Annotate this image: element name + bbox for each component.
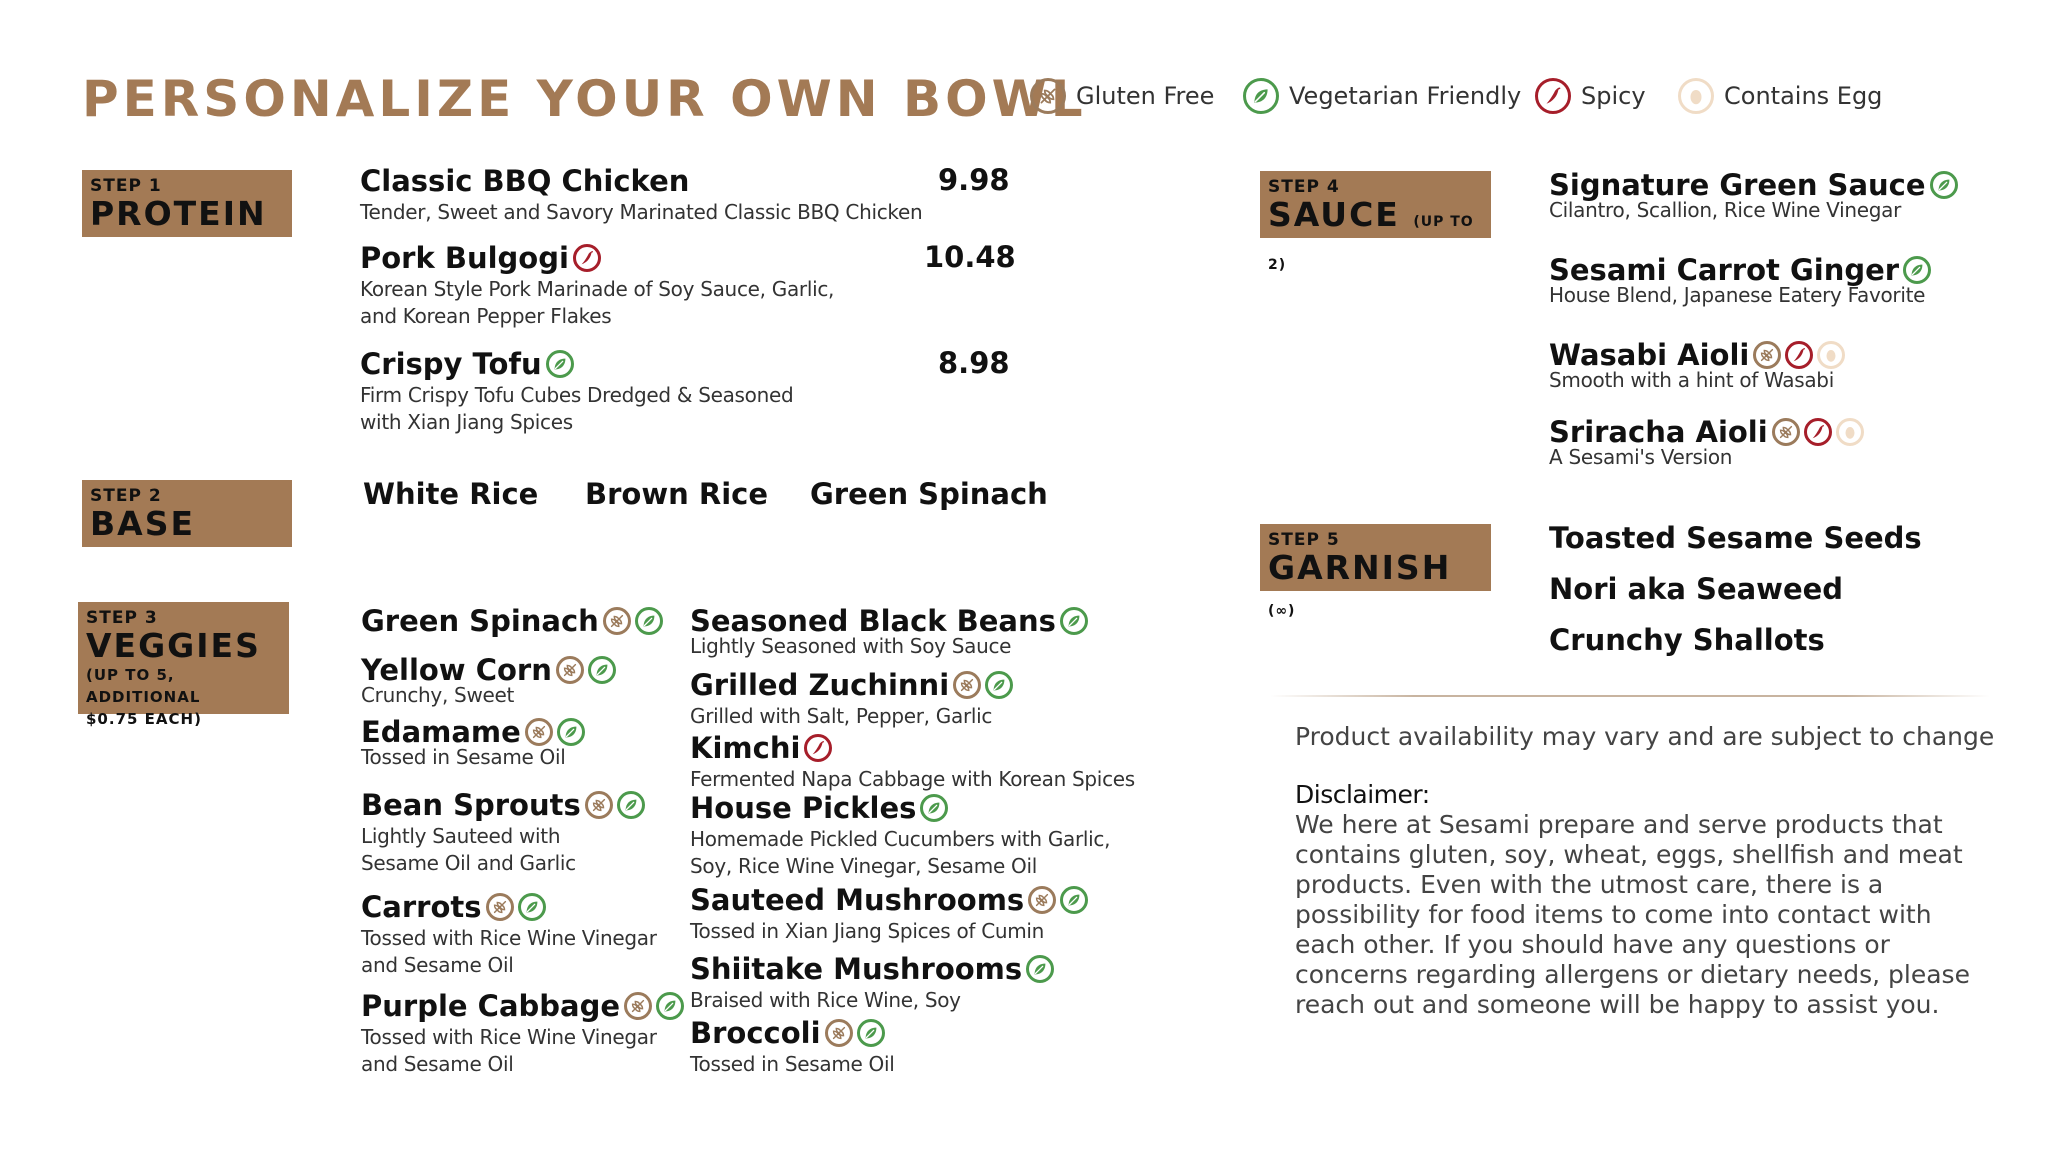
vegetarian-icon (656, 992, 684, 1020)
vegetarian-icon (635, 607, 663, 635)
sauce-item (1549, 167, 1958, 224)
step-title-text: GARNISH (1268, 548, 1452, 587)
garnish-item: Toasted Sesame Seeds (1549, 521, 1922, 555)
item-name-text: House Pickles (690, 791, 917, 825)
step-number: STEP 3 (86, 608, 158, 628)
item-description: House Blend, Japanese Eatery Favorite (1549, 283, 1926, 307)
item-description: Tossed in Sesame Oil (361, 745, 566, 769)
sauce-item (1549, 252, 1931, 309)
step-note: $0.75 EACH) (86, 710, 202, 728)
item-description: and Korean Pepper Flakes (360, 304, 612, 328)
spicy-icon (1804, 418, 1832, 446)
item-description: Tender, Sweet and Savory Marinated Classic BBQ Chicken (360, 200, 923, 224)
spicy-icon (573, 244, 601, 272)
gluten-free-icon (1028, 886, 1056, 914)
step-number: STEP 4 (1268, 177, 1340, 197)
vegetarian-icon (1060, 607, 1088, 635)
disclaimer-title: Disclaimer: (1295, 780, 1430, 809)
egg-icon (1836, 418, 1864, 446)
veggie-item (690, 603, 1088, 660)
item-description: Korean Style Pork Marinade of Soy Sauce, Garlic, (360, 277, 835, 301)
item-name-text: Edamame (361, 715, 521, 749)
vegetarian-icon (617, 791, 645, 819)
step-badge-veggies (78, 602, 289, 728)
page-title: PERSONALIZE YOUR OWN BOWL (82, 70, 1087, 128)
protein-item (360, 346, 793, 436)
item-name-text: Crispy Tofu (360, 347, 542, 381)
disclaimer-text: We here at Sesami prepare and serve products that contains gluten, soy, wheat, eggs, shellfish and meat products. Even with the utmost care, there is a possibility for food items to come into contact with each other. If you should have any questions or concerns regarding allergens or dietary needs, please reach out and someone will be happy to assist you. (1295, 810, 1970, 1019)
item-description: Lightly Sauteed with (361, 824, 561, 848)
gluten-free-icon (1753, 341, 1781, 369)
item-price: 9.98 (938, 163, 1010, 197)
item-name (690, 667, 1013, 703)
item-name (690, 730, 1135, 766)
step-title: VEGGIES (86, 626, 261, 665)
item-name-text: Shiitake Mushrooms (690, 952, 1023, 986)
item-price: 8.98 (938, 346, 1010, 380)
item-description: Tossed in Xian Jiang Spices of Cumin (690, 919, 1045, 943)
item-name-text: Purple Cabbage (361, 989, 621, 1023)
gluten-free-icon (486, 893, 514, 921)
vegetarian-icon (1060, 886, 1088, 914)
legend-label: Spicy (1581, 82, 1646, 110)
item-name-text: Broccoli (690, 1016, 821, 1050)
item-name (690, 951, 1054, 987)
item-description: Homemade Pickled Cucumbers with Garlic, (690, 827, 1111, 851)
egg-icon (1817, 341, 1845, 369)
item-description: Firm Crispy Tofu Cubes Dredged & Seasoned (360, 383, 794, 407)
step-title: BASE (90, 504, 196, 543)
gluten-free-icon (556, 656, 584, 684)
step-title-text: SAUCE (1268, 195, 1400, 234)
veggie-item (690, 951, 1054, 1014)
step-badge-garnish (1260, 524, 1491, 619)
veggie-item (361, 889, 657, 979)
spicy-icon (804, 734, 832, 762)
step-number: STEP 1 (90, 176, 162, 196)
item-name-text: Seasoned Black Beans (690, 604, 1056, 638)
gluten-free-icon (953, 671, 981, 699)
egg-icon (1678, 78, 1714, 114)
item-description: Tossed with Rice Wine Vinegar (361, 926, 657, 950)
item-name-text: Grilled Zuchinni (690, 668, 950, 702)
item-name-text: Carrots (361, 890, 482, 924)
garnish-item: Nori aka Seaweed (1549, 572, 1844, 606)
legend-vegetarian (1243, 78, 1521, 114)
base-option: Green Spinach (810, 477, 1048, 511)
item-name-text: Wasabi Aioli (1549, 338, 1750, 372)
spicy-icon (1785, 341, 1813, 369)
gluten-free-icon (603, 607, 631, 635)
veggie-item (690, 1015, 895, 1078)
vegetarian-icon (857, 1019, 885, 1047)
item-description: Lightly Seasoned with Soy Sauce (690, 634, 1012, 658)
veggie-item (361, 603, 663, 639)
step-badge-sauce (1260, 171, 1491, 273)
item-name (360, 346, 793, 382)
item-name-text: Classic BBQ Chicken (360, 164, 690, 198)
gluten-free-icon (585, 791, 613, 819)
veggie-item (361, 787, 645, 877)
step-number: STEP 2 (90, 486, 162, 506)
veggie-item (690, 667, 1013, 730)
legend-gluten-free (1030, 78, 1214, 114)
divider (1270, 695, 1990, 697)
item-description: Braised with Rice Wine, Soy (690, 988, 961, 1012)
item-name-text: Green Spinach (361, 604, 599, 638)
item-description: A Sesami's Version (1549, 445, 1733, 469)
step-title (1268, 197, 1483, 283)
garnish-item: Crunchy Shallots (1549, 623, 1825, 657)
gluten-free-icon (825, 1019, 853, 1047)
vegetarian-icon (1243, 78, 1279, 114)
item-name (361, 603, 663, 639)
legend-label: Vegetarian Friendly (1289, 82, 1522, 110)
gluten-free-icon (525, 718, 553, 746)
item-description: Tossed in Sesame Oil (690, 1052, 895, 1076)
item-description: and Sesame Oil (361, 953, 514, 977)
item-name-text: Sriracha Aioli (1549, 415, 1768, 449)
item-name (690, 1015, 895, 1051)
item-description: Smooth with a hint of Wasabi (1549, 368, 1834, 392)
legend-label: Gluten Free (1076, 82, 1215, 110)
gluten-free-icon (1030, 78, 1066, 114)
protein-item (360, 163, 922, 226)
protein-item (360, 240, 834, 330)
vegetarian-icon (1930, 171, 1958, 199)
item-price: 10.48 (924, 240, 1016, 274)
item-name (361, 787, 645, 823)
step-title: PROTEIN (90, 194, 267, 233)
step-note: (UP TO 5, ADDITIONAL (86, 666, 201, 706)
vegetarian-icon (985, 671, 1013, 699)
gluten-free-icon (624, 992, 652, 1020)
item-description: with Xian Jiang Spices (360, 410, 573, 434)
item-name (360, 240, 834, 276)
item-name (690, 790, 1110, 826)
item-description: and Sesame Oil (361, 1052, 514, 1076)
item-description: Soy, Rice Wine Vinegar, Sesame Oil (690, 854, 1037, 878)
vegetarian-icon (1026, 955, 1054, 983)
veggie-item (361, 714, 585, 771)
item-name (690, 882, 1088, 918)
step-title (1268, 550, 1483, 629)
vegetarian-icon (557, 718, 585, 746)
item-description: Fermented Napa Cabbage with Korean Spices (690, 767, 1135, 791)
item-name (360, 163, 922, 199)
step-subtitle: (∞) (1268, 603, 1296, 619)
item-description: Sesame Oil and Garlic (361, 851, 576, 875)
spicy-icon (1535, 78, 1571, 114)
item-name-text: Bean Sprouts (361, 788, 581, 822)
item-name-text: Pork Bulgogi (360, 241, 569, 275)
item-description: Crunchy, Sweet (361, 683, 515, 707)
vegetarian-icon (546, 350, 574, 378)
vegetarian-icon (588, 656, 616, 684)
item-name-text: Kimchi (690, 731, 801, 765)
vegetarian-icon (518, 893, 546, 921)
base-option: Brown Rice (585, 477, 768, 511)
step-subtitle: (UP TO 2) (1268, 214, 1474, 273)
veggie-item (690, 882, 1088, 945)
item-name-text: Sesami Carrot Ginger (1549, 253, 1900, 287)
veggie-item (690, 790, 1110, 880)
item-description: Grilled with Salt, Pepper, Garlic (690, 704, 993, 728)
item-description: Tossed with Rice Wine Vinegar (361, 1025, 657, 1049)
sauce-item (1549, 337, 1845, 394)
sauce-item (1549, 414, 1864, 471)
item-description: Cilantro, Scallion, Rice Wine Vinegar (1549, 198, 1902, 222)
step-badge-base (82, 480, 292, 547)
veggie-item (361, 988, 684, 1078)
item-name-text: Sauteed Mushrooms (690, 883, 1025, 917)
vegetarian-icon (1903, 256, 1931, 284)
veggie-item (361, 652, 616, 709)
gluten-free-icon (1772, 418, 1800, 446)
legend-contains-egg (1678, 78, 1882, 114)
item-name-text: Signature Green Sauce (1549, 168, 1926, 202)
vegetarian-icon (920, 794, 948, 822)
legend-label: Contains Egg (1724, 82, 1883, 110)
base-option: White Rice (363, 477, 539, 511)
item-name (361, 889, 657, 925)
step-badge-protein (82, 170, 292, 237)
step-number: STEP 5 (1268, 530, 1340, 550)
item-name-text: Yellow Corn (361, 653, 552, 687)
legend-spicy (1535, 78, 1646, 114)
item-name (361, 988, 684, 1024)
veggie-item (690, 730, 1135, 793)
availability-note: Product availability may vary and are subject to change (1295, 722, 1995, 751)
